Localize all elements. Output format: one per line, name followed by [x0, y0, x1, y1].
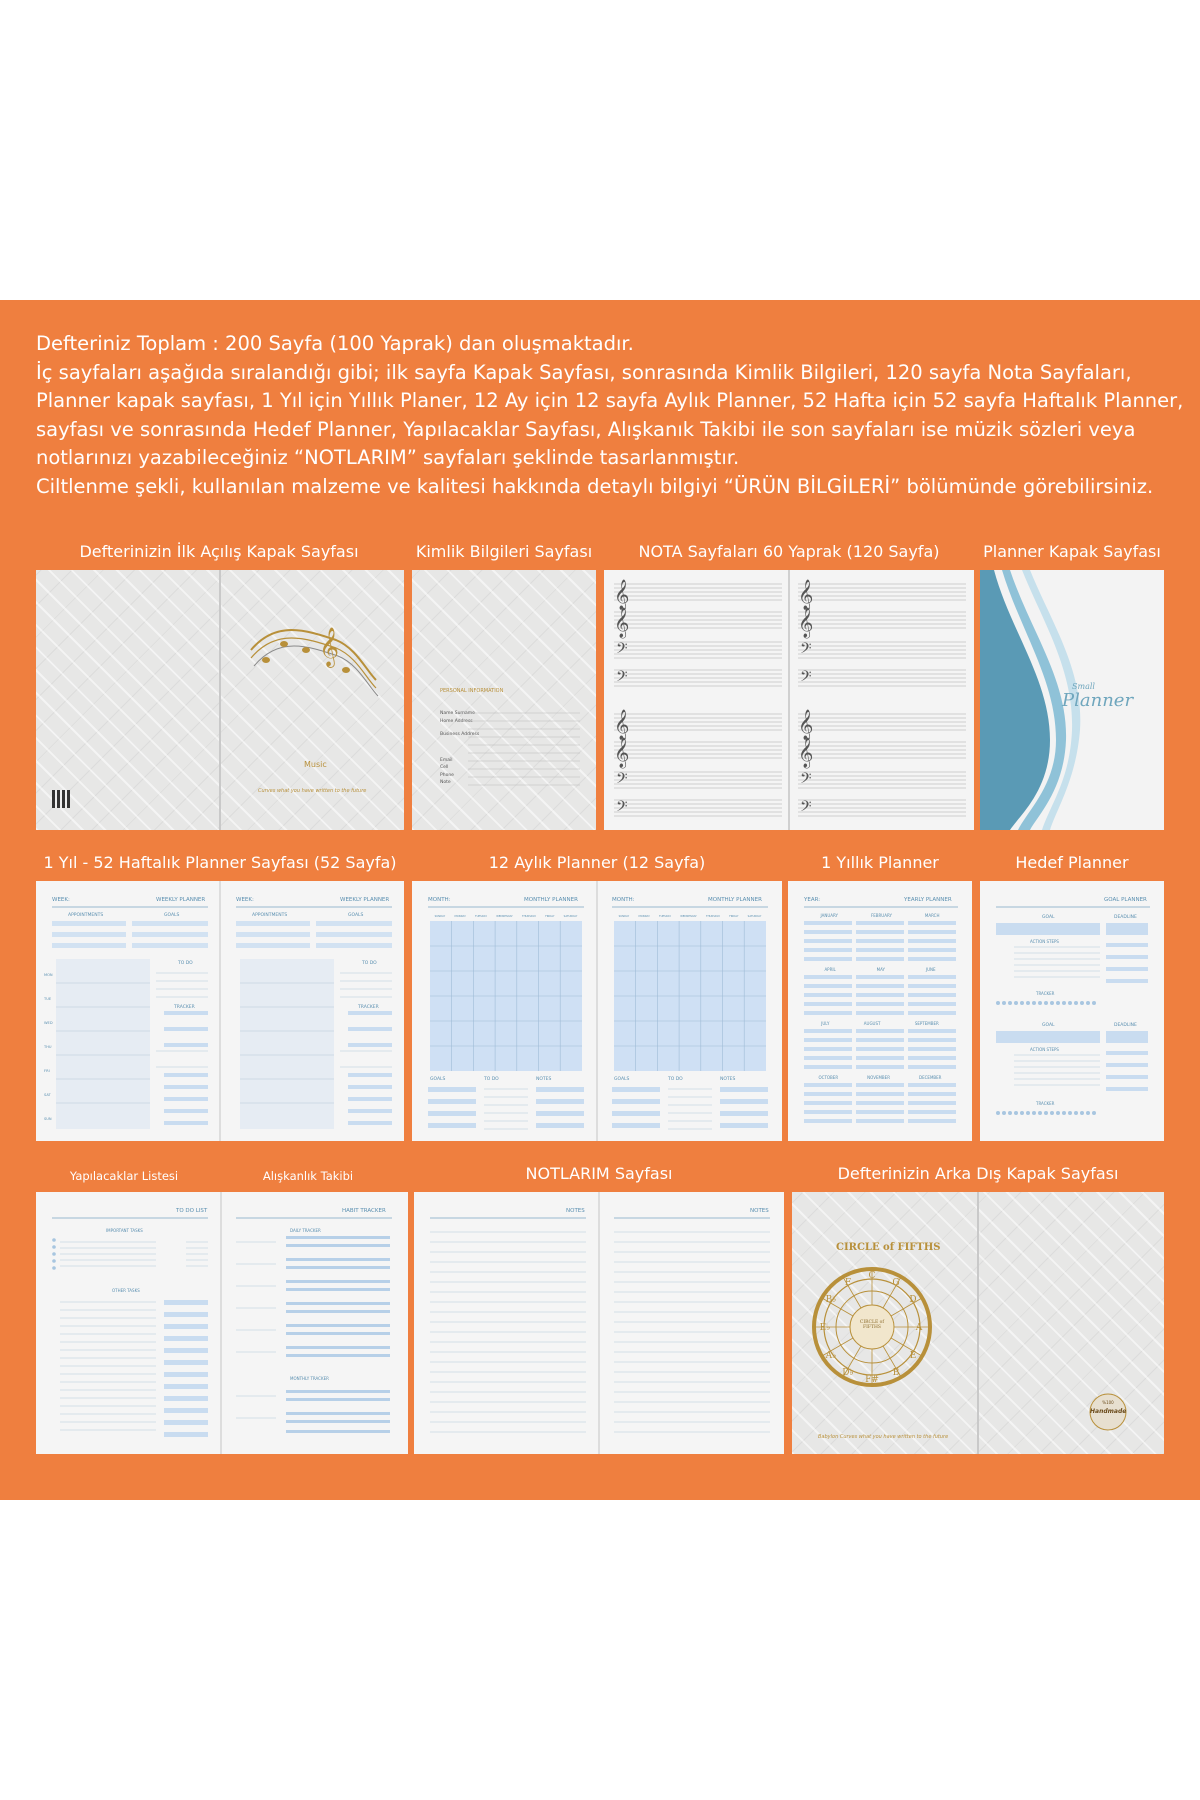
weekly-title: WEEKLY PLANNER [156, 897, 206, 903]
caption-cover: Defterinizin İlk Açılış Kapak Sayfası [79, 542, 359, 561]
svg-text:𝄢: 𝄢 [616, 640, 628, 661]
svg-text:𝄢: 𝄢 [616, 770, 628, 791]
svg-text:𝄢: 𝄢 [616, 798, 628, 819]
identity-field: Name Surname [440, 711, 475, 716]
todo-other: OTHER TASKS [112, 1288, 140, 1293]
identity-field: Email [440, 757, 453, 763]
notes-lines [414, 1192, 784, 1454]
svg-text:B: B [892, 1368, 900, 1378]
svg-text:𝄞: 𝄞 [614, 738, 630, 768]
monthly-todo: TO DO [484, 1077, 499, 1082]
weekly-planner-image [36, 881, 404, 1141]
caption-weekly: 1 Yıl - 52 Haftalık Planner Sayfası (52 Sayfa) [43, 853, 397, 872]
intro-line: sayfası ve sonrasında Hedef Planner, Yapılacaklar Sayfası, Alışkanık Takibi ile son sayfaları ise müzik sözleri veya [36, 417, 1136, 441]
weekly-days [44, 963, 56, 1131]
month-label: OCTOBER [818, 1075, 839, 1080]
cover-brand: Music [304, 760, 327, 769]
identity-lines [412, 570, 596, 830]
back-cover-image [792, 1192, 1164, 1454]
goal-title: GOAL PLANNER [1104, 897, 1147, 903]
identity-heading: PERSONAL INFORMATION [440, 688, 504, 694]
identity-field: Note [440, 780, 451, 785]
yearly-title: YEARLY PLANNER [904, 897, 952, 903]
weekly-title-right: WEEKLY PLANNER [340, 897, 390, 903]
svg-text:𝄞: 𝄞 [798, 738, 814, 768]
music-staves [604, 570, 974, 830]
weekday-label: THURSDAY [521, 915, 536, 918]
caption-goal: Hedef Planner [1015, 853, 1129, 872]
month-label: SEPTEMBER [914, 1021, 939, 1026]
svg-text:𝄢: 𝄢 [800, 770, 812, 791]
weekly-week-label: WEEK: [52, 897, 70, 903]
month-label: MAY [876, 967, 885, 972]
svg-text:𝄢: 𝄢 [800, 668, 812, 689]
yearly-months-q2 [804, 967, 956, 972]
monthly-weekdays [430, 915, 582, 918]
habit-daily: DAILY TRACKER [290, 1228, 321, 1233]
goal-planner-image [980, 881, 1164, 1141]
caption-back-cover: Defterinizin Arka Dış Kapak Sayfası [837, 1164, 1119, 1183]
weekday-label: WEDNESDAY [496, 915, 513, 918]
weekly-appointments-right: APPOINTMENTS [252, 913, 288, 918]
month-label: NOVEMBER [867, 1075, 890, 1080]
intro-line: Ciltlenme şekli, kullanılan malzeme ve kalitesi hakkında detaylı bilgiyi “ÜRÜN BİLGİLERİ” bölümünde görebilirsiniz. [36, 474, 1154, 498]
weekly-tracker: TRACKER [174, 1005, 195, 1010]
caption-monthly: 12 Aylık Planner (12 Sayfa) [488, 853, 706, 872]
weekly-tracker-right: TRACKER [358, 1005, 379, 1010]
monthly-notes: NOTES [536, 1077, 552, 1082]
todo-habit-image [36, 1192, 408, 1454]
identity-page-image [412, 570, 596, 830]
svg-text:𝄞: 𝄞 [798, 580, 814, 610]
yearly-months-q3 [804, 1021, 956, 1026]
svg-text:D: D [909, 1295, 917, 1305]
weekday-label: THURSDAY [705, 915, 720, 918]
monthly-planner-layout [412, 881, 782, 1141]
qr-code [52, 790, 70, 808]
monthly-goals: GOALS [430, 1077, 446, 1082]
weekly-todo: TO DO [178, 961, 193, 966]
weekly-planner-layout [36, 881, 404, 1141]
svg-text:𝄞: 𝄞 [798, 710, 814, 740]
intro-text [36, 330, 1184, 501]
back-cover-title: CIRCLE of FIFTHS [836, 1242, 941, 1253]
monthly-title-right: MONTHLY PLANNER [708, 897, 762, 903]
svg-text:𝄢: 𝄢 [616, 668, 628, 689]
weekly-day: THU [44, 1045, 52, 1049]
caption-identity: Kimlik Bilgileri Sayfası [415, 542, 593, 561]
intro-line: notlarınızı yazabileceğiniz “NOTLARIM” sayfaları şeklinde tasarlanmıştır. [36, 446, 740, 469]
weekday-label: SATURDAY [563, 915, 578, 918]
svg-text:A: A [915, 1323, 923, 1333]
monthly-month-label: MONTH: [428, 897, 451, 903]
svg-text:G: G [892, 1278, 900, 1288]
month-label: MARCH [924, 913, 940, 918]
intro-line: İç sayfaları aşağıda sıralandığı gibi; ilk sayfa Kapak Sayfası, sonrasında Kimlik Bilgileri, 120 sayfa Nota Sayfaları, [36, 360, 1132, 384]
svg-text:𝄞: 𝄞 [319, 627, 340, 667]
weekly-appointments: APPOINTMENTS [68, 913, 104, 918]
svg-text:F: F [844, 1278, 852, 1288]
nota-page-image [604, 570, 974, 830]
goal-tracker: TRACKER [1036, 991, 1055, 996]
yearly-planner-image [788, 881, 972, 1141]
svg-text:E: E [909, 1351, 917, 1361]
identity-field: Phone [440, 772, 454, 778]
weekly-day: TUE [44, 997, 52, 1001]
month-label: JULY [821, 1021, 830, 1026]
notes-title: NOTES [566, 1208, 585, 1214]
intro-line: Defteriniz Toplam : 200 Sayfa (100 Yaprak) dan oluşmaktadır. [36, 332, 634, 355]
planner-cover-image [980, 570, 1164, 830]
month-label: AUGUST [863, 1021, 881, 1026]
identity-field: Home Address [440, 718, 473, 724]
yearly-planner-layout [788, 881, 972, 1141]
habit-title: HABIT TRACKER [342, 1208, 386, 1214]
weekly-goals: GOALS [164, 913, 180, 918]
yearly-months-q1 [804, 913, 956, 918]
goal-label-2: GOAL [1042, 1023, 1055, 1028]
todo-important: IMPORTANT TASKS [106, 1228, 143, 1233]
identity-field: Business Address [440, 732, 480, 737]
svg-text:𝄞: 𝄞 [614, 580, 630, 610]
caption-notes: NOTLARIM Sayfası [525, 1164, 673, 1183]
goal-deadline-2: DEADLINE [1114, 1023, 1137, 1028]
planner-small-label: Small [1072, 682, 1095, 691]
month-label: JANUARY [820, 913, 838, 918]
handmade-badge-top: %100 [1102, 1400, 1114, 1405]
goal-action-steps-2: ACTION STEPS [1030, 1047, 1059, 1052]
weekly-day: FRI [44, 1069, 50, 1073]
yearly-year-label: YEAR: [804, 897, 821, 903]
svg-text:𝄞: 𝄞 [614, 710, 630, 740]
month-label: DECEMBER [919, 1075, 942, 1080]
svg-text:C: C [868, 1271, 876, 1281]
svg-text:E♭: E♭ [819, 1323, 831, 1333]
weekday-label: TUESDAY [475, 915, 487, 918]
svg-text:F#: F# [865, 1375, 879, 1385]
weekly-day: SAT [44, 1093, 51, 1097]
caption-nota: NOTA Sayfaları 60 Yaprak (120 Sayfa) [638, 542, 940, 561]
weekly-day: WED [44, 1021, 53, 1025]
goal-deadline: DEADLINE [1114, 915, 1137, 920]
weekly-day: MON [44, 973, 53, 977]
handmade-badge: Handmade [1090, 1408, 1127, 1415]
weekly-week-label-right: WEEK: [236, 897, 254, 903]
weekday-label: MONDAY [638, 915, 650, 918]
todo-title: TO DO LIST [176, 1208, 208, 1214]
back-cover-center: CIRCLE of FIFTHS [859, 1320, 885, 1330]
weekday-label: FRIDAY [545, 915, 555, 918]
month-label: APRIL [824, 967, 836, 972]
caption-planner-cover: Planner Kapak Sayfası [983, 542, 1161, 561]
weekday-label: MONDAY [454, 915, 466, 918]
svg-text:𝄢: 𝄢 [800, 640, 812, 661]
monthly-month-label-right: MONTH: [612, 897, 635, 903]
monthly-notes-right: NOTES [720, 1077, 736, 1082]
weekday-label: WEDNESDAY [680, 915, 697, 918]
planner-title: Planner [1062, 690, 1134, 711]
svg-text:𝄞: 𝄞 [614, 608, 630, 638]
notes-title-right: NOTES [750, 1208, 769, 1214]
todo-habit-layout [36, 1192, 408, 1454]
monthly-goals-right: GOALS [614, 1077, 630, 1082]
weekday-label: SUNDAY [618, 915, 630, 918]
goal-label: GOAL [1042, 915, 1055, 920]
svg-text:B♭: B♭ [825, 1295, 837, 1305]
monthly-title: MONTHLY PLANNER [524, 897, 578, 903]
intro-line: Planner kapak sayfası, 1 Yıl için Yıllık Planer, 12 Ay için 12 sayfa Aylık Planner, 52 Hafta için 52 sayfa Haftalık Planner, [36, 389, 1184, 412]
weekday-label: TUESDAY [659, 915, 671, 918]
caption-habit: Alışkanlık Takibi [262, 1169, 354, 1183]
cover-page-image [36, 570, 404, 830]
svg-text:A♭: A♭ [825, 1351, 837, 1361]
goal-action-steps: ACTION STEPS [1030, 939, 1059, 944]
svg-text:𝄢: 𝄢 [800, 798, 812, 819]
svg-text:𝄞: 𝄞 [798, 608, 814, 638]
svg-text:D♭: D♭ [842, 1368, 854, 1378]
back-cover-tagline: Babylon Curves what you have written to the future [818, 1434, 949, 1440]
goal-planner-layout [980, 881, 1164, 1141]
identity-field: Cell [440, 765, 449, 770]
monthly-weekdays-right [614, 915, 766, 918]
notes-page-image [414, 1192, 784, 1454]
weekly-goals-right: GOALS [348, 913, 364, 918]
caption-todo: Yapılacaklar Listesi [69, 1169, 179, 1183]
weekly-day: SUN [44, 1117, 52, 1121]
monthly-todo-right: TO DO [668, 1077, 683, 1082]
weekly-todo-right: TO DO [362, 961, 377, 966]
weekday-label: SATURDAY [747, 915, 762, 918]
habit-monthly: MONTHLY TRACKER [290, 1376, 329, 1381]
month-label: JUNE [925, 967, 936, 972]
cover-tagline: Curves what you have written to the future [258, 788, 367, 794]
weekday-label: FRIDAY [729, 915, 739, 918]
goal-tracker-2: TRACKER [1036, 1101, 1055, 1106]
weekday-label: SUNDAY [434, 915, 446, 918]
yearly-months-q4 [804, 1075, 956, 1080]
monthly-planner-image [412, 881, 782, 1141]
caption-yearly: 1 Yıllık Planner [821, 853, 939, 872]
month-label: FEBRUARY [870, 913, 892, 918]
